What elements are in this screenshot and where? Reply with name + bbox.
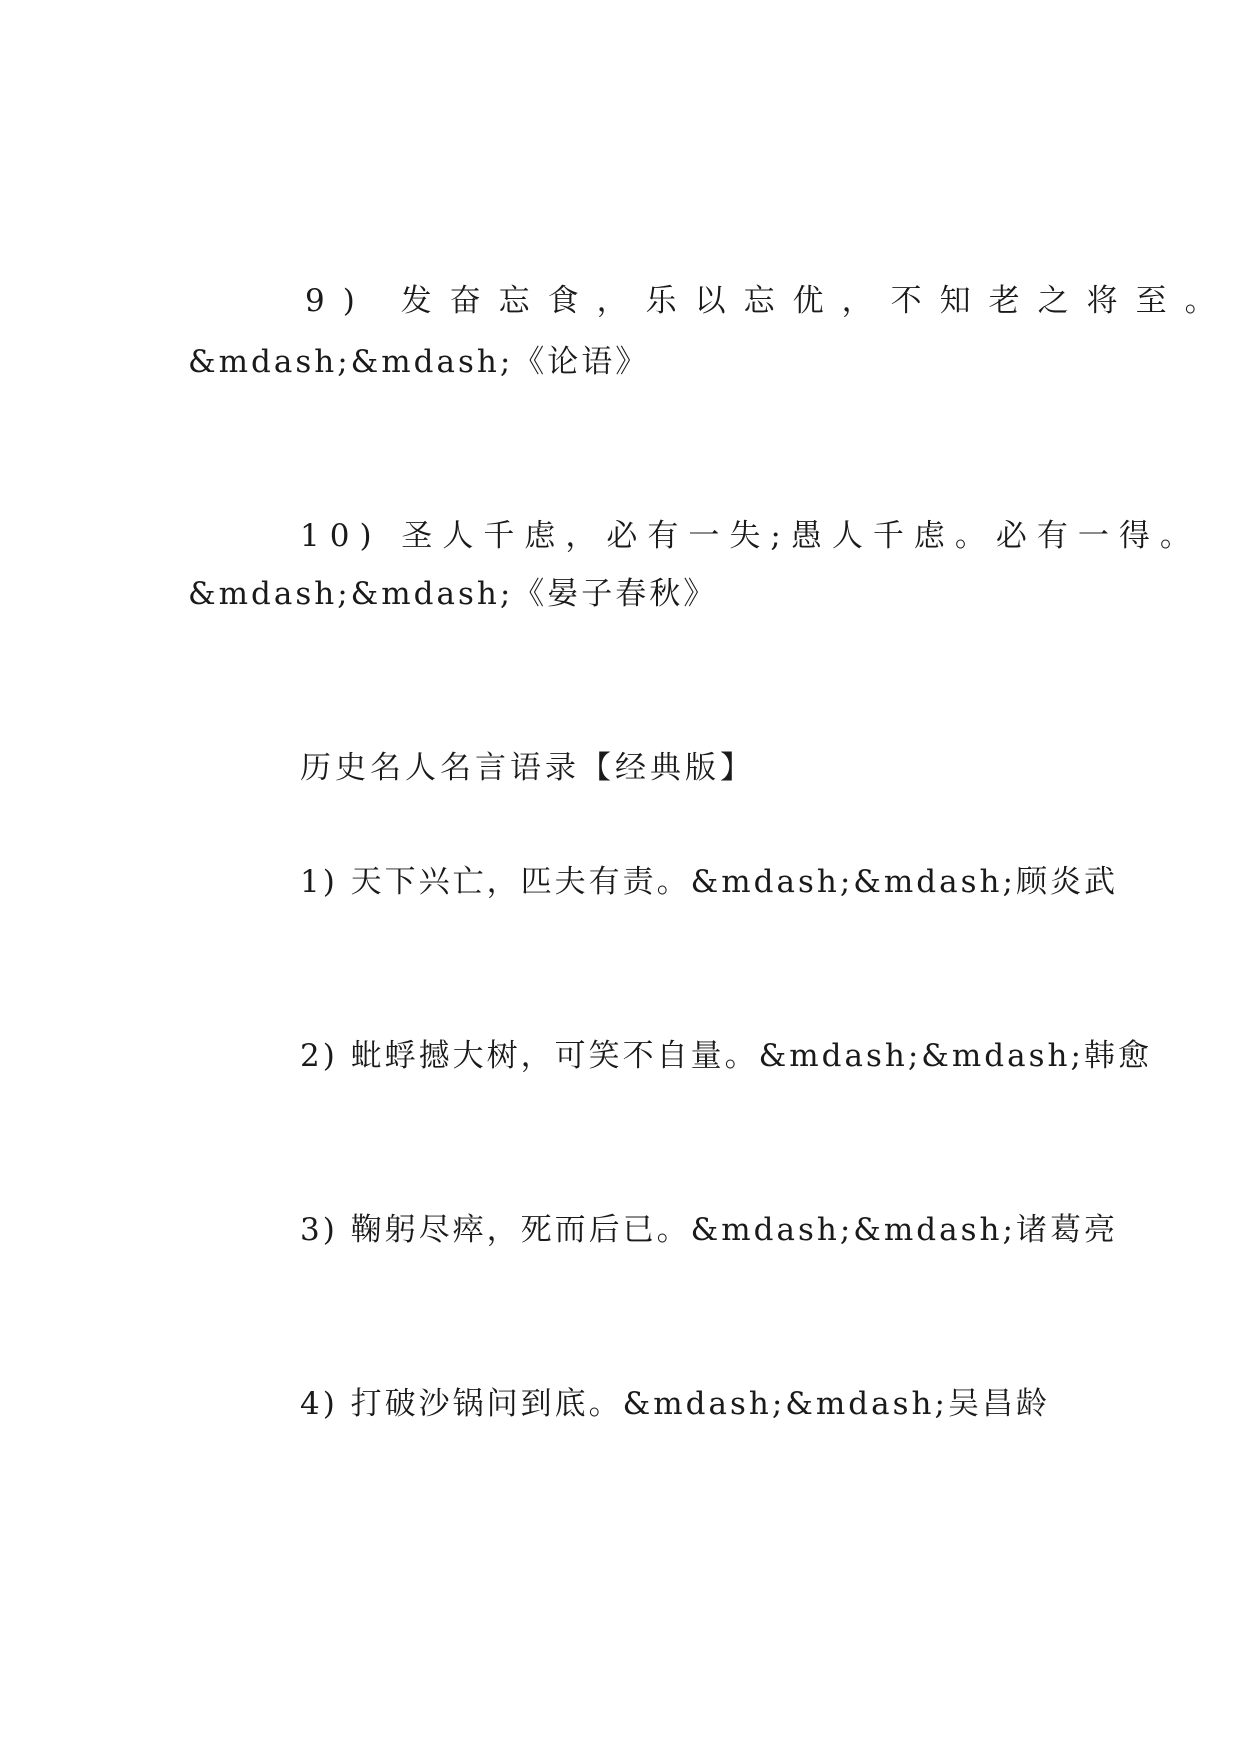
section-heading: 历史名人名言语录【经典版】 [300, 750, 755, 786]
list-item: 2) 蚍蜉撼大树，可笑不自量。&mdash;&mdash;韩愈 [300, 1038, 1152, 1074]
list-item: 3) 鞠躬尽瘁，死而后已。&mdash;&mdash;诸葛亮 [300, 1212, 1118, 1248]
quote-10-source: &mdash;&mdash;《晏子春秋》 [188, 576, 718, 612]
quote-9-text: 9) 发奋忘食，乐以忘优，不知老之将至。 [305, 283, 1234, 319]
quote-10-text: 10) 圣人千虑，必有一失;愚人千虑。必有一得。 [300, 518, 1201, 554]
quote-9-source: &mdash;&mdash;《论语》 [188, 344, 650, 380]
list-item: 1) 天下兴亡，匹夫有责。&mdash;&mdash;顾炎武 [300, 864, 1118, 900]
list-item: 4) 打破沙锅问到底。&mdash;&mdash;吴昌龄 [300, 1386, 1050, 1422]
